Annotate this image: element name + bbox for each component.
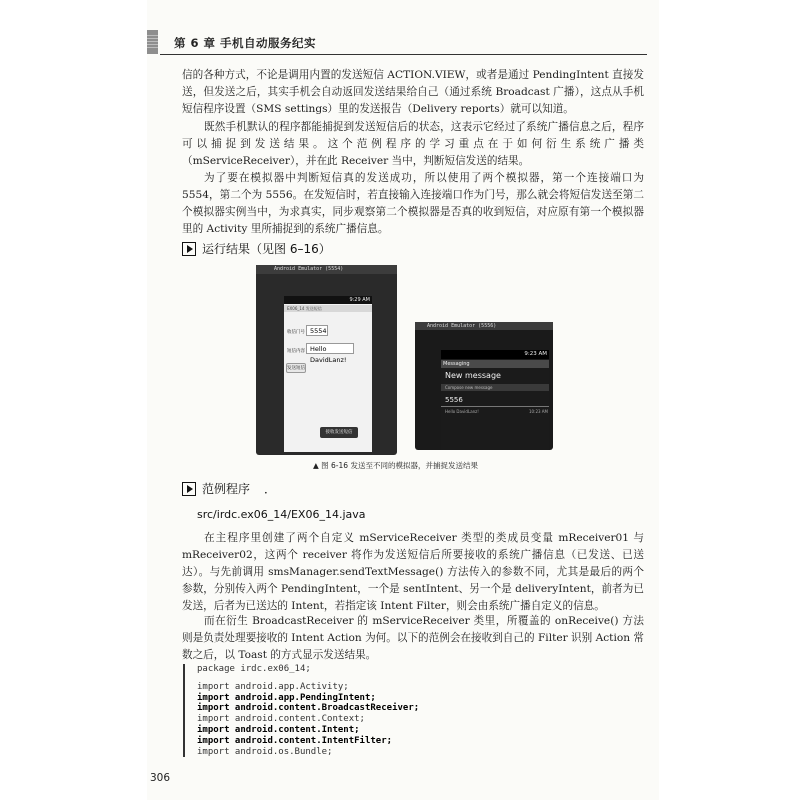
code-line: package irdc.ex06_14; bbox=[197, 664, 311, 674]
paragraph-2: 既然手机默认的程序都能捕捉到发送短信后的状态，这表示它经过了系统广播信息之后，程序可以捕捉到发送结果。这个范例程序的学习重点在于如何衍生系统广播类（mServiceReceiver），并在此 Receiver 当中，判断短信发送的结果。 bbox=[182, 121, 644, 167]
section-run-title: 运行结果（见图 6–16） bbox=[202, 242, 331, 256]
emulator-5556 bbox=[415, 322, 553, 450]
message-preview[interactable]: Hello DavidLanz! bbox=[445, 409, 479, 414]
paragraph-3: 为了要在模拟器中判断短信真的发送成功，所以使用了两个模拟器，第一个连接端口为 5554，第二个为 5556。在发短信时，若直接输入连接端口作为门号，那么就会将短信发送至第二个模拟器实例当中，为求真实，同步观察第二个模拟器是否真的收到短信，对应原有第一个模拟器里的 Activity 里所捕捉到的系统广播信息。 bbox=[182, 172, 644, 235]
emulator-5554 bbox=[256, 265, 397, 455]
code-line: import android.content.BroadcastReceiver; bbox=[197, 703, 420, 714]
emulator-titlebar: Android Emulator (5554) bbox=[256, 265, 397, 274]
text-label: 短信内容 bbox=[287, 349, 305, 354]
status-bar-time: 9:29 AM bbox=[284, 296, 372, 304]
section-arrow-icon bbox=[182, 482, 196, 496]
section-arrow-icon bbox=[182, 242, 196, 256]
chapter-header: 第 6 章 手机自动服务纪实 bbox=[174, 36, 317, 50]
figure-caption: ▲ 图 6-16 发送至不同的模拟器，并捕捉发送结果 bbox=[313, 461, 478, 470]
code-line: import android.content.Intent; bbox=[197, 724, 360, 735]
section-sample-program bbox=[182, 480, 276, 497]
code-line: import android.content.IntentFilter; bbox=[197, 735, 393, 746]
number-label: 收信门号 bbox=[287, 330, 305, 335]
sender-number[interactable]: 5556 bbox=[445, 396, 463, 404]
message-time: 10:23 AM bbox=[529, 409, 548, 414]
section-sample-dot: ． bbox=[264, 482, 277, 496]
page-number: 306 bbox=[150, 772, 171, 784]
paragraph-5: 而在衍生 BroadcastReceiver 的 mServiceReceiver 类里，所覆盖的 onReceive() 方法则是负责处理要接收的 Intent Action 为何。以下的范例会在接收到自己的 Filter 识别 Action 常数之后，以 Toast 的方式显示发送结果。 bbox=[182, 615, 644, 661]
code-line: import android.content.Context; bbox=[197, 714, 365, 725]
section-run-result bbox=[182, 240, 331, 257]
divider bbox=[441, 406, 549, 407]
chapter-tab-pattern bbox=[147, 34, 158, 48]
app-title-bar: Messaging bbox=[441, 360, 549, 368]
emulator-titlebar: Android Emulator (5556) bbox=[415, 322, 553, 330]
section-sample-title: 范例程序 bbox=[202, 482, 251, 496]
compose-new-message[interactable]: Compose new message bbox=[441, 384, 549, 391]
text-input[interactable]: Hello DavidLanz! bbox=[306, 343, 354, 354]
send-button[interactable]: 发送短信 bbox=[286, 363, 306, 373]
code-line: import android.app.Activity; bbox=[197, 681, 349, 692]
paragraph-1: 信的各种方式，不论是调用内置的发送短信 ACTION.VIEW，或者是通过 PendingIntent 直接发送，但发送之后，其实手机会自动返回发送结果给自己（通过系统 Broadcast 广播），这点从手机短信程序设置（SMS settings）里的发送报告（Delivery reports）就可以知道。 bbox=[182, 69, 644, 115]
status-bar-time: 9:23 AM bbox=[441, 350, 549, 359]
source-file-path: src/irdc.ex06_14/EX06_14.java bbox=[197, 508, 366, 521]
code-line: import android.app.PendingIntent; bbox=[197, 692, 376, 703]
number-input[interactable]: 5554 bbox=[306, 325, 328, 336]
app-title-bar: EX06_14 发送短信 bbox=[284, 305, 372, 312]
receive-button[interactable]: 接收发送短信 bbox=[320, 427, 358, 438]
paragraph-4: 在主程序里创建了两个自定义 mServiceReceiver 类型的类成员变量 mReceiver01 与 mReceiver02，这两个 receiver 将作为发送短信后所要接收的系统广播信息（已发送、已送达）。与先前调用 smsManager.sendTextMessage() 方法传入的参数不同，尤其是最后的两个参数，分别传入两个 PendingIntent，一个是 sentIntent、另一个是 deliveryIntent，前者为已发送，后者为已送达的 Intent，若指定该 Intent Filter，则会由系统广播自定义的信息。 bbox=[182, 532, 644, 612]
new-message-title: New message bbox=[445, 371, 501, 380]
code-block bbox=[183, 664, 667, 757]
code-line: import android.os.Bundle; bbox=[197, 746, 333, 757]
header-rule bbox=[160, 54, 647, 55]
